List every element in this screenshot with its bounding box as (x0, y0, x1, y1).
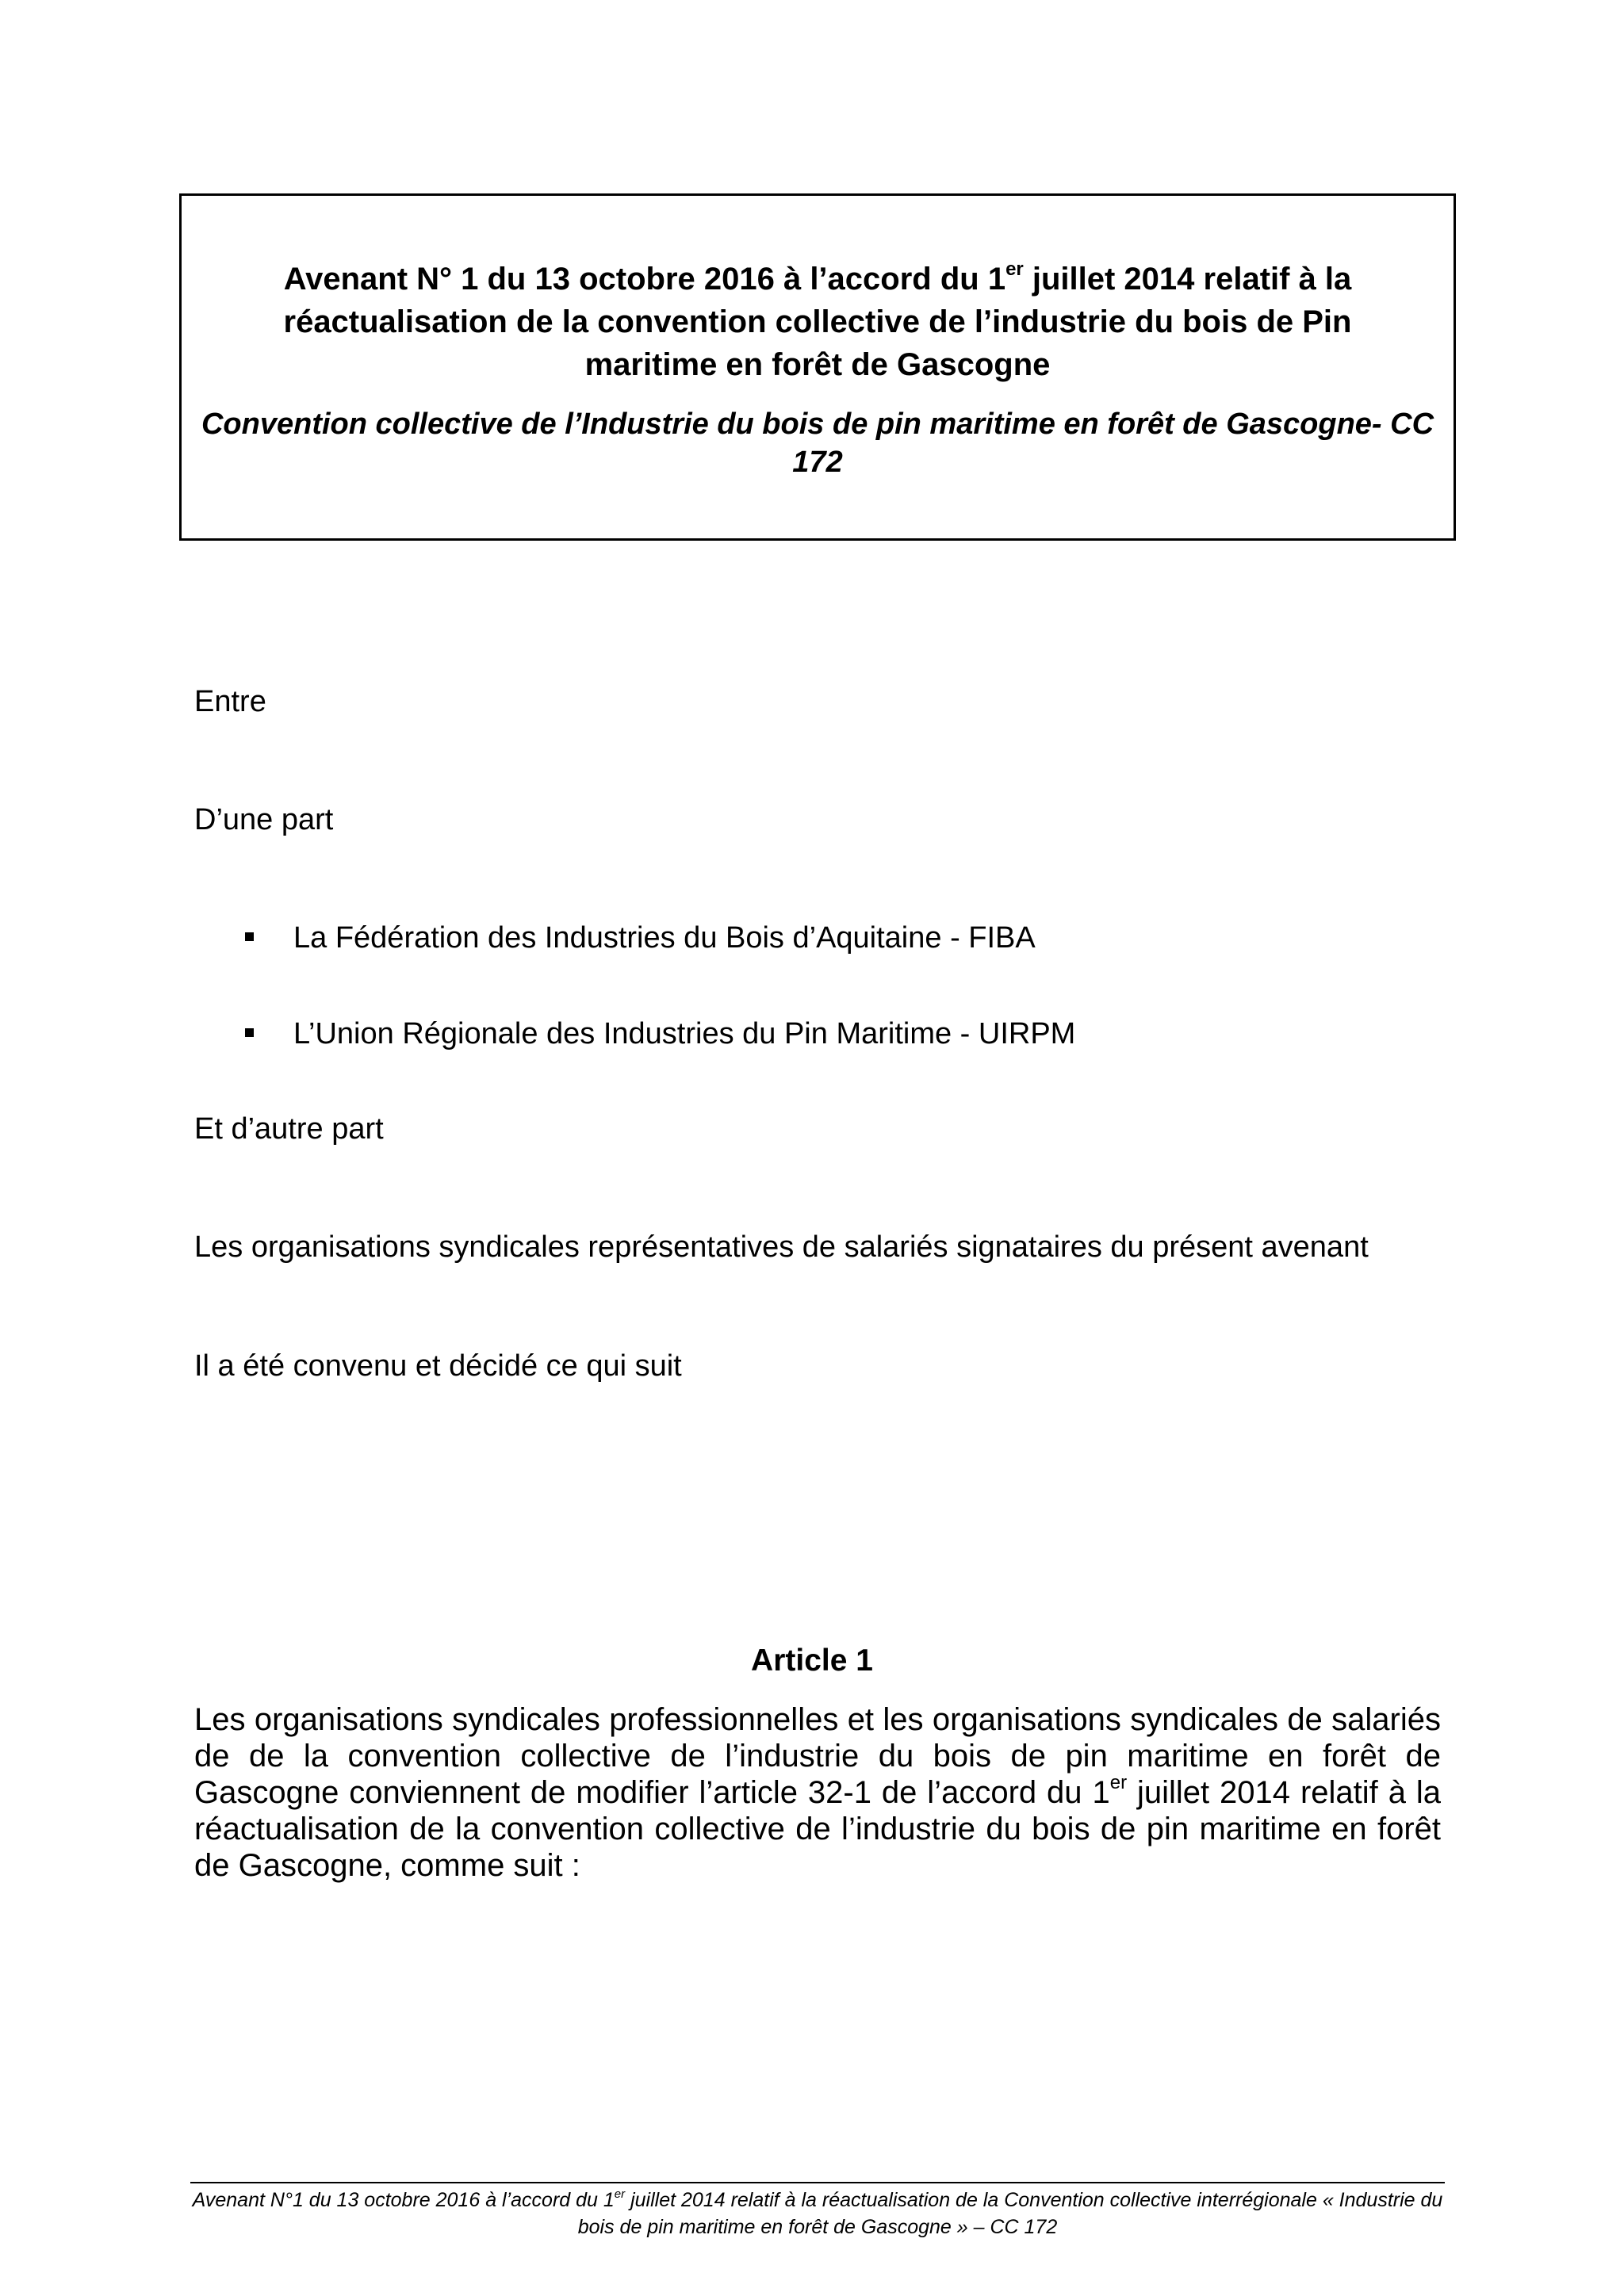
party-item-uirpm: L’Union Régionale des Industries du Pin Maritime - UIRPM (293, 1017, 1076, 1050)
footer-divider (190, 2182, 1445, 2183)
document-title (229, 258, 1406, 386)
document-title-part1: Avenant N° 1 du 13 octobre 2016 à l’accord du 1 (283, 262, 1006, 297)
convenu-text: Il a été convenu et décidé ce qui suit (194, 1349, 682, 1383)
une-part-text: D’une part (194, 803, 334, 836)
autre-part-text: Et d’autre part (194, 1112, 384, 1146)
organisations-text: Les organisations syndicales représentatives de salariés signataires du présent avenant (194, 1230, 1369, 1264)
article-body-superscript: er (1109, 1771, 1128, 1793)
document-title-part2: juillet 2014 relatif à la réactualisation de la convention collective de l’industrie du bois de Pin maritime en forêt de Gascogne (283, 262, 1352, 382)
bullet-icon (245, 932, 254, 941)
footer-part1: Avenant N°1 du 13 octobre 2016 à l’accord du 1 (192, 2189, 615, 2211)
article-body-part1: Les organisations syndicales professionnelles et les organisations syndicales de salariés de de la convention collective de l’industrie du bois de pin maritime en forêt de Gascogne conviennent de modifier l’article 32-1 de l’accord du 1 (194, 1702, 1441, 1810)
footer-part2: juillet 2014 relatif à la réactualisation de la Convention collective interrégionale « Industrie du bois de pin maritime en forêt de Gascogne » – CC 172 (577, 2189, 1443, 2238)
bullet-icon (245, 1028, 254, 1037)
party-item-fiba: La Fédération des Industries du Bois d’Aquitaine - FIBA (293, 921, 1036, 955)
entre-text: Entre (194, 685, 266, 718)
document-title-superscript: er (1005, 258, 1024, 280)
title-box (179, 193, 1456, 541)
article-body-part2: juillet 2014 relatif à la réactualisation de la convention collective de l’industrie du bois de pin maritime en forêt de Gascogne, comme suit : (194, 1775, 1441, 1883)
document-subtitle: Convention collective de l’Industrie du bois de pin maritime en forêt de Gascogne- CC 172 (201, 408, 1434, 479)
article-title: Article 1 (751, 1644, 873, 1678)
footer-superscript: er (614, 2187, 626, 2201)
article-body (194, 1701, 1441, 1884)
page-footer (190, 2187, 1445, 2241)
